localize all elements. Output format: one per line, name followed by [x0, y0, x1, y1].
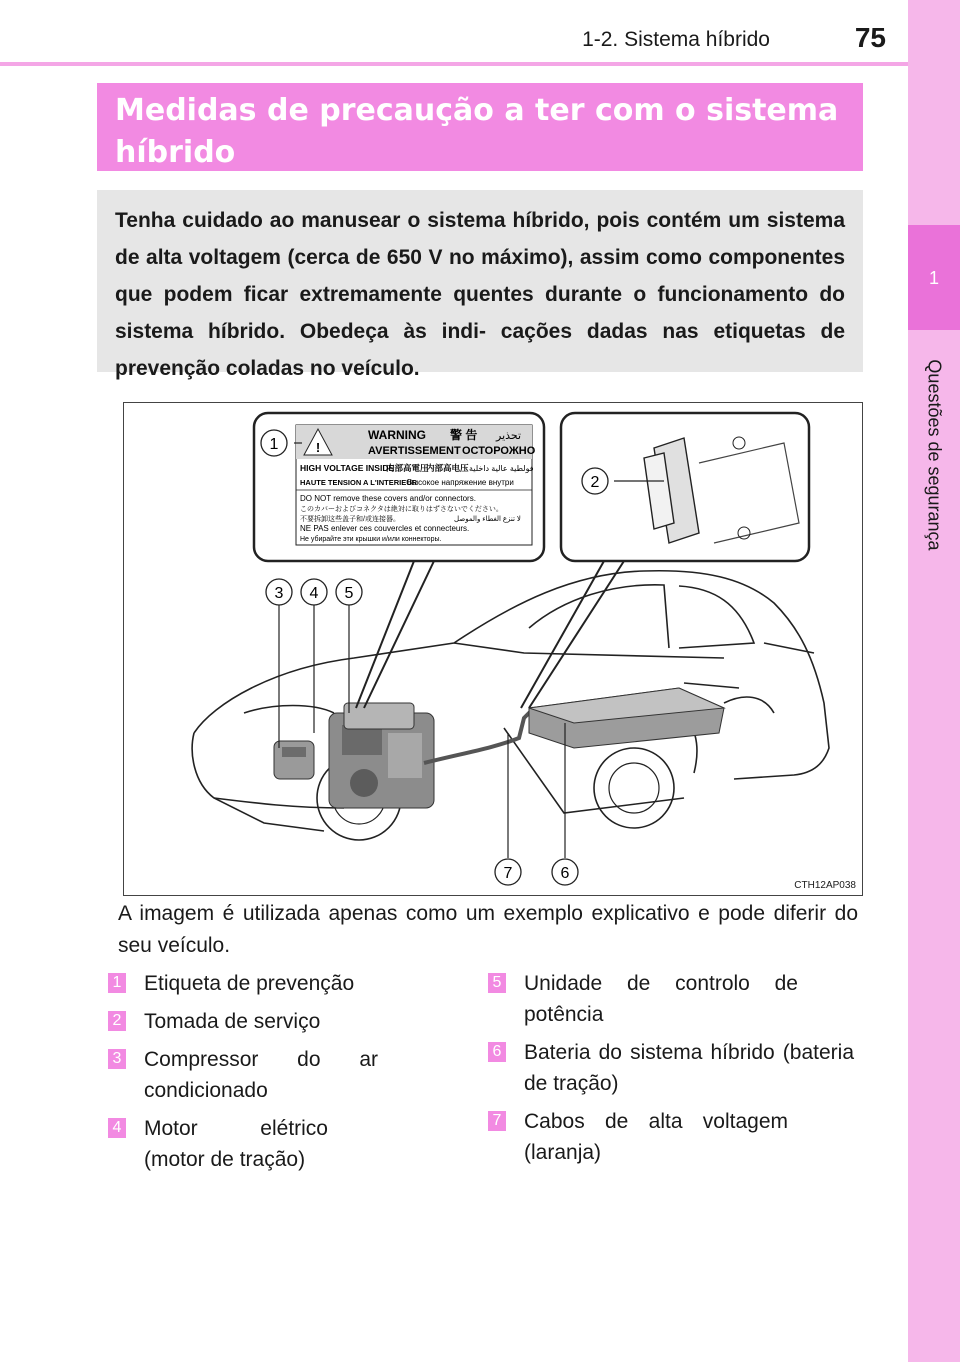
label-warning-fr: AVERTISSEMENT: [368, 445, 461, 457]
label-warning-ru: ОСТОРОЖНО: [462, 445, 536, 457]
label-line-zh: 不要拆卸这些盖子和/或连接器。: [300, 516, 400, 523]
section-heading: Medidas de precaução a ter com o sistema híbrido: [115, 93, 839, 170]
legend-text: Compressor do ar condicionado: [144, 1048, 378, 1102]
svg-text:1: 1: [269, 436, 279, 453]
legend-item: [108, 1113, 328, 1175]
intro-text: Tenha cuidado ao manusear o sistema híbrido, pois contém um sistema de alta voltagem (cerca de 650 V no máximo), assim como componentes que podem ficar extremamente quentes durante o funcionamento do sistema híbrido. Obedeça às indi- cações dadas nas etiquetas de prevenção coladas no veículo.: [115, 209, 845, 380]
callout-2: [582, 468, 608, 494]
car-outline: [192, 571, 829, 831]
svg-text:!: !: [315, 440, 321, 455]
label-line-en: DO NOT remove these covers and/or connectors.: [300, 494, 476, 503]
legend-item: [488, 1037, 854, 1099]
legend-item: [108, 1006, 428, 1037]
label-warning-ja: 警 告: [450, 428, 478, 442]
legend-item: [488, 968, 798, 1030]
legend-text: Cabos de alta voltagem (laranja): [524, 1110, 788, 1164]
section-title: 1-2. Sistema híbrido: [582, 28, 770, 51]
label-line-ar: لا تنزع الغطاء والموصل: [454, 516, 521, 523]
label-warning-en: WARNING: [368, 428, 426, 442]
hybrid-battery-part: [529, 688, 724, 748]
intro-box: [97, 190, 863, 380]
label-hv-ja: 内部高電圧: [386, 463, 429, 473]
label-hv-fr: HAUTE TENSION A L'INTERIEUR: [300, 478, 418, 487]
label-hv-ru: Высокое напряжение внутри: [407, 478, 514, 487]
legend-text: Unidade de controlo de potência: [524, 972, 798, 1026]
rear-wheel: [594, 748, 674, 828]
legend-number-badge: 1: [108, 973, 126, 993]
chapter-title: Questões de segurança: [924, 359, 945, 551]
legend-number-badge: 5: [488, 973, 506, 993]
figure-code: CTH12AP038: [794, 880, 856, 891]
page-number: 75: [854, 22, 886, 53]
svg-text:2: 2: [590, 474, 600, 491]
legend-number-badge: 3: [108, 1049, 126, 1069]
label-hv-zh: 内部高电压: [426, 463, 469, 473]
hv-cable-part: [424, 708, 534, 763]
figure-caption: A imagem é utilizada apenas como um exemplo explicativo e pode diferir do seu veículo.: [118, 902, 858, 957]
label-warning-ar: تحذير: [496, 430, 522, 442]
section-heading-box: [97, 83, 863, 171]
legend-text: Etiqueta de prevenção: [144, 972, 355, 995]
label-line-ru: Не убирайте эти крышки и/или коннекторы.: [300, 536, 442, 543]
callout-1: [261, 430, 287, 456]
label-line-ja: このカバーおよびコネクタは絶対に取りはずさないでください。: [300, 506, 503, 513]
rear-wheel-rim: [609, 763, 659, 813]
legend-text: Motor elétrico (motor de tração): [144, 1117, 328, 1171]
svg-text:6: 6: [560, 865, 570, 882]
callout-6: [552, 859, 578, 885]
ac-compressor-part: [274, 741, 314, 779]
label-line-fr: NE PAS enlever ces couvercles et connecteurs.: [300, 524, 470, 533]
callout-7: [495, 859, 521, 885]
chapter-number: 1: [928, 268, 939, 288]
callout-3: [266, 579, 292, 605]
power-control-unit-part: [344, 703, 414, 729]
header-rule: [0, 62, 960, 66]
warning-label-inset: [254, 413, 544, 708]
legend-text: Bateria do sistema híbrido (bateria de tração): [524, 1041, 854, 1095]
legend-number-badge: 2: [108, 1011, 126, 1031]
legend-item: [108, 968, 428, 999]
label-hv-en: HIGH VOLTAGE INSIDE: [300, 463, 395, 473]
legend-item: [488, 1106, 788, 1168]
car-illustration: [124, 403, 862, 895]
legend-text: Tomada de serviço: [144, 1010, 321, 1033]
svg-text:5: 5: [344, 585, 354, 602]
chapter-number-tab[interactable]: [908, 225, 960, 330]
hybrid-system-figure: [123, 402, 863, 896]
svg-text:4: 4: [309, 585, 319, 602]
legend-number-badge: 7: [488, 1111, 506, 1131]
label-hv-ar: فولطية عالية داخلية: [469, 464, 534, 473]
legend-item: [108, 1044, 378, 1106]
legend-number-badge: 4: [108, 1118, 126, 1138]
legend-number-badge: 6: [488, 1042, 506, 1062]
callout-5: [336, 579, 362, 605]
chapter-side-tab[interactable]: [908, 0, 960, 1362]
service-plug-inset: [521, 413, 809, 708]
svg-text:7: 7: [503, 865, 513, 882]
svg-text:3: 3: [274, 585, 284, 602]
callout-4: [301, 579, 327, 605]
